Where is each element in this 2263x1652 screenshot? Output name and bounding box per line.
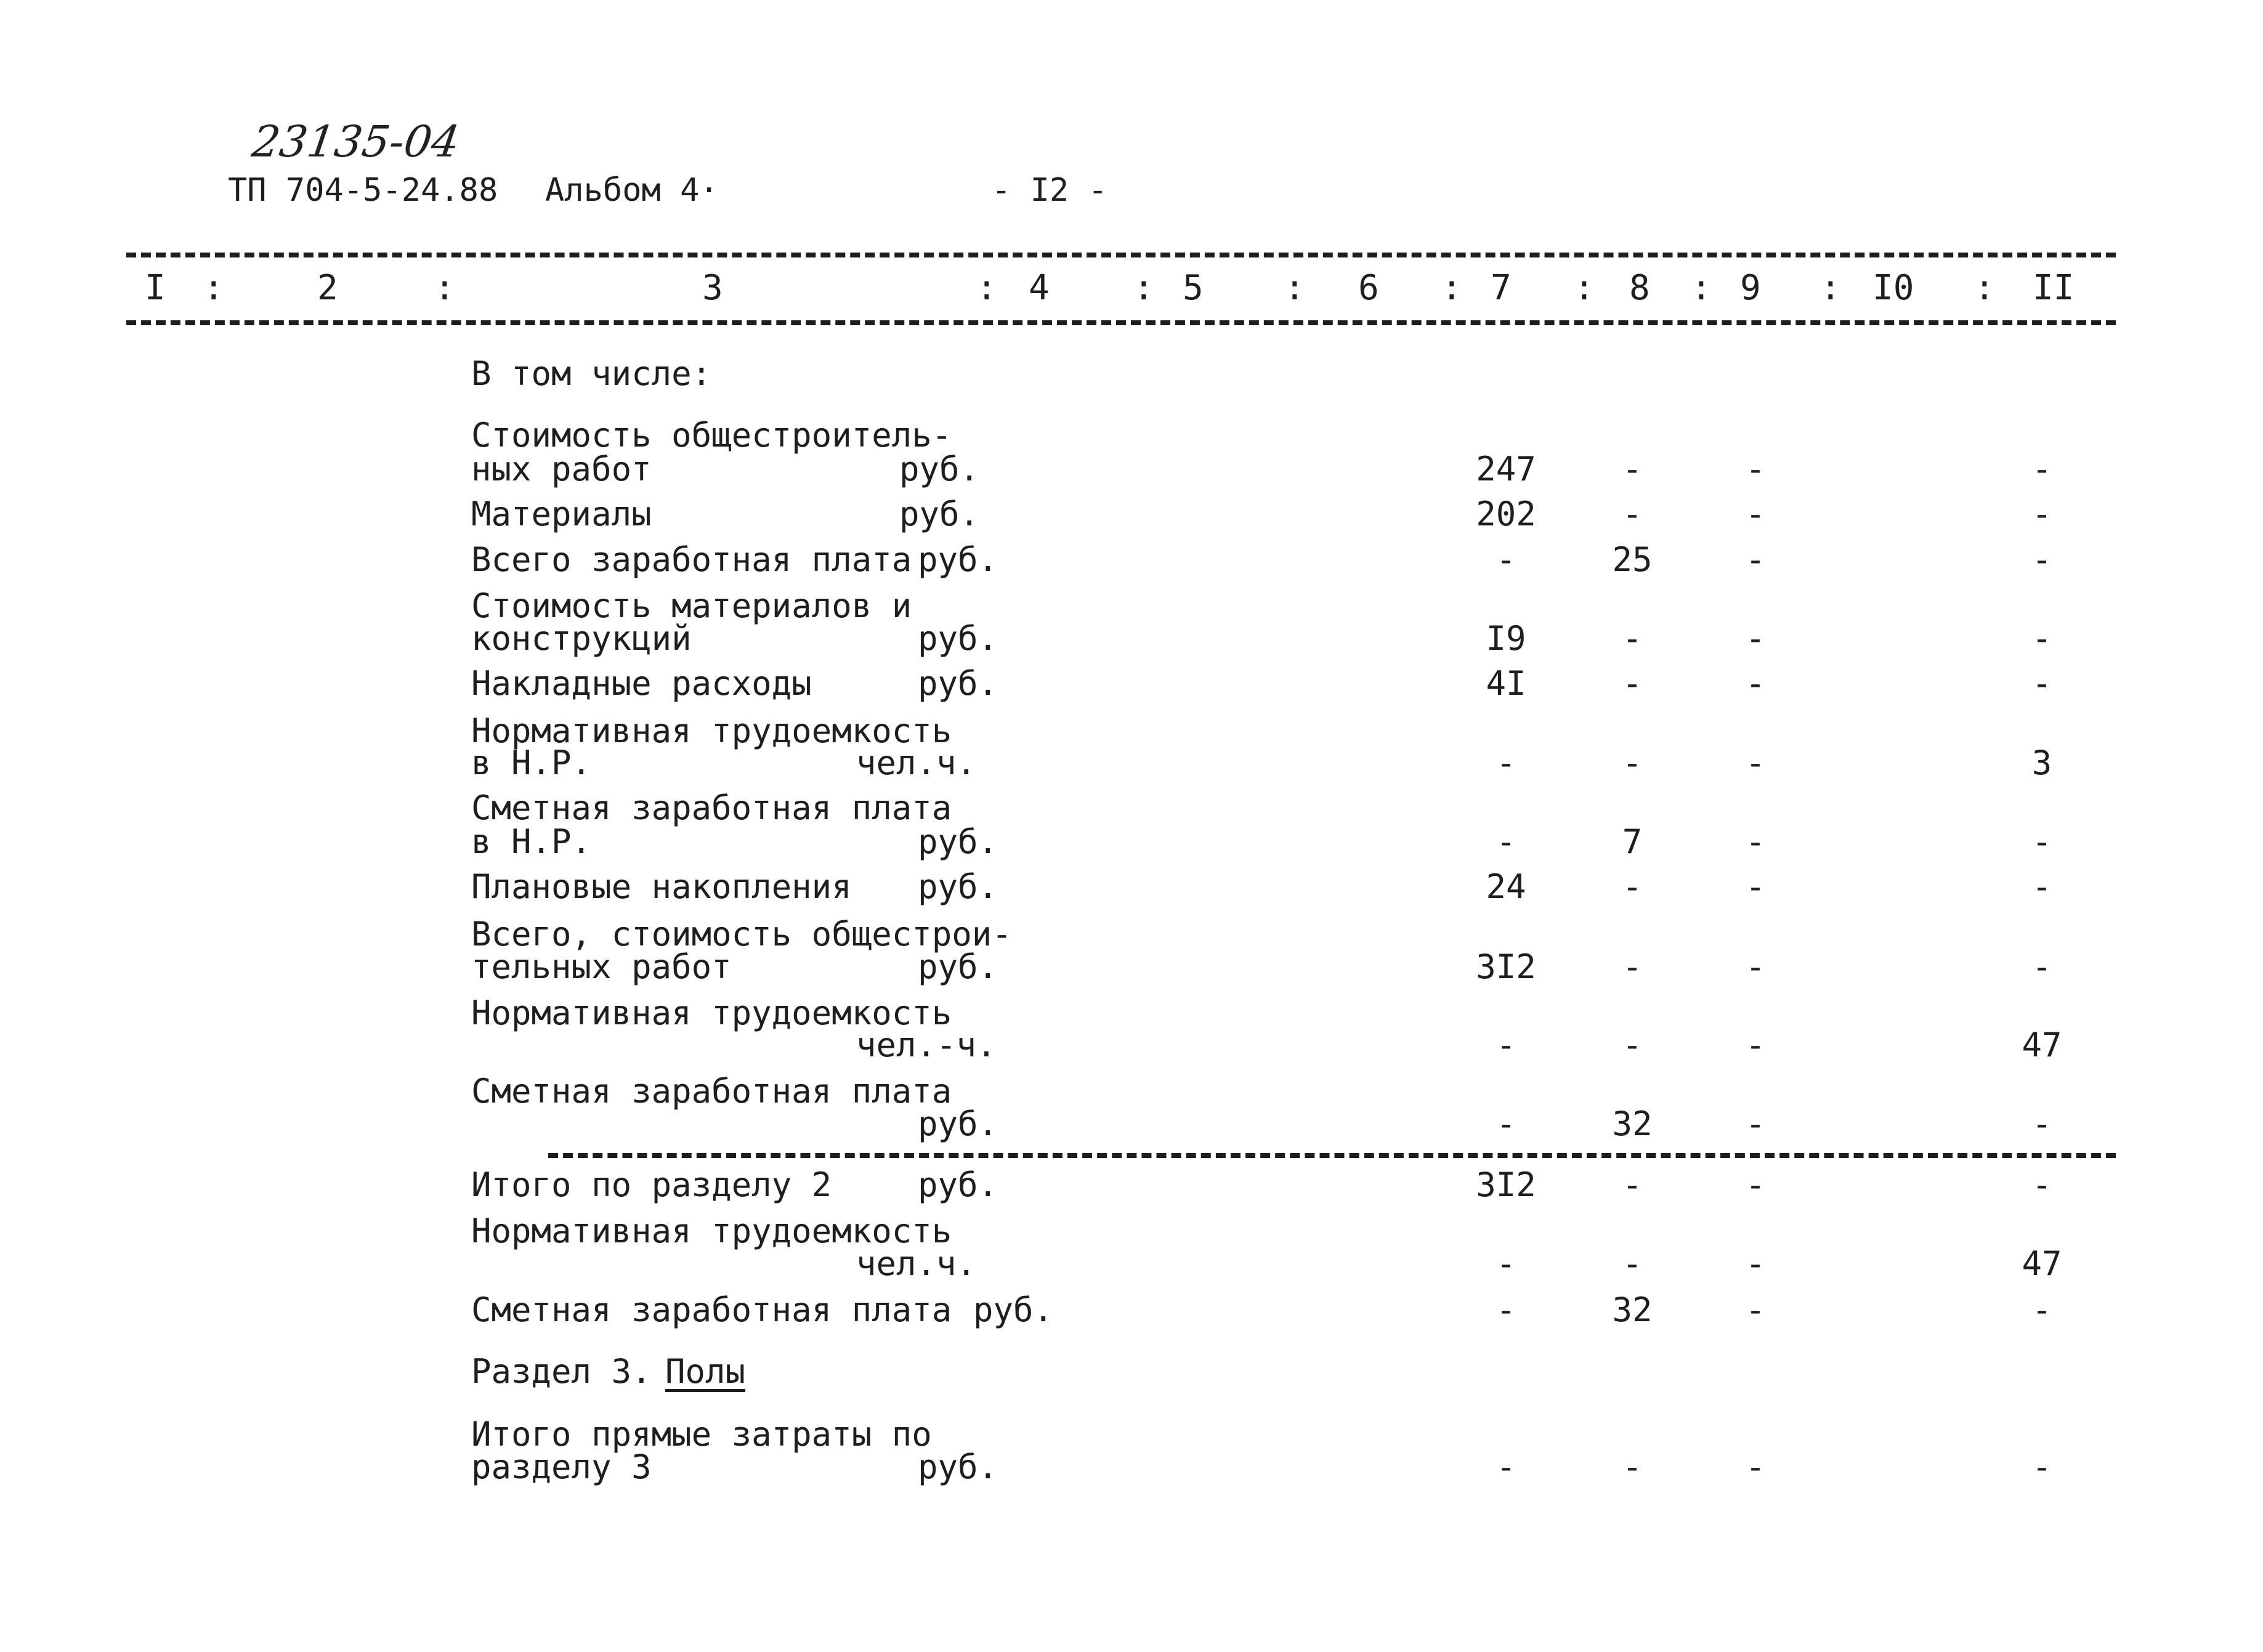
cell-col8: - bbox=[1622, 743, 1643, 782]
cell-col7: - bbox=[1496, 1244, 1516, 1283]
section3-prefix: Раздел 3. bbox=[471, 1352, 652, 1391]
col-header-3: 3 bbox=[702, 268, 723, 308]
album-label: Альбом 4· bbox=[545, 172, 719, 209]
row-unit: руб. bbox=[918, 947, 998, 986]
row-unit: руб. bbox=[899, 495, 980, 533]
header-bottom-rule bbox=[126, 320, 2116, 325]
page-number: - I2 - bbox=[992, 172, 1107, 209]
cell-col7: - bbox=[1496, 540, 1516, 579]
col-separator: : bbox=[1133, 268, 1154, 308]
total-label: Нормативная трудоемкость bbox=[471, 1212, 952, 1250]
cell-col9: - bbox=[1745, 1026, 1766, 1064]
cell-col9: - bbox=[1745, 743, 1766, 782]
row-unit: чел.-ч. bbox=[856, 1026, 997, 1064]
row-label: Сметная заработная плата bbox=[471, 1072, 952, 1111]
row-unit: руб. bbox=[899, 450, 980, 488]
cell-col8: - bbox=[1622, 495, 1643, 533]
cell-col11: - bbox=[2031, 1104, 2052, 1143]
row-label: Стоимость общестроитель- bbox=[471, 416, 952, 455]
row-label-cont: в Н.Р. bbox=[471, 743, 592, 782]
cell-col9: - bbox=[1745, 664, 1766, 703]
row-label: Всего заработная плата bbox=[471, 540, 912, 579]
cell-col8: 32 bbox=[1612, 1290, 1653, 1329]
cell-col9: - bbox=[1745, 867, 1766, 906]
cell-col7: - bbox=[1496, 743, 1516, 782]
cell-col8: 25 bbox=[1612, 540, 1653, 579]
handwritten-inventory-number: 23135-04 bbox=[249, 116, 463, 167]
col-separator: : bbox=[1691, 268, 1712, 308]
cell-col11: - bbox=[2031, 664, 2052, 703]
section3-row-label-cont: разделу 3 bbox=[471, 1448, 652, 1486]
row-label: Нормативная трудоемкость bbox=[471, 994, 952, 1032]
cell-col8: 32 bbox=[1612, 1104, 1653, 1143]
col-separator: : bbox=[434, 268, 455, 308]
total-unit: руб. bbox=[918, 1165, 998, 1204]
row-unit: руб. bbox=[918, 664, 998, 703]
cell-col11: - bbox=[2031, 822, 2052, 861]
total-label: Итого по разделу 2 bbox=[471, 1165, 832, 1204]
row-label: Плановые накопления bbox=[471, 867, 852, 906]
cell-col11: 47 bbox=[2022, 1026, 2062, 1064]
cell-col11: - bbox=[2031, 619, 2052, 658]
section3-row-unit: руб. bbox=[918, 1448, 998, 1486]
col-header-10: I0 bbox=[1872, 268, 1914, 308]
cell-col9: - bbox=[1745, 1104, 1766, 1143]
col-separator: : bbox=[203, 268, 224, 308]
document-code: ТП 704-5-24.88 bbox=[228, 172, 498, 209]
cell-col11: - bbox=[2031, 450, 2052, 488]
header-top-rule bbox=[126, 253, 2116, 257]
col-separator: : bbox=[1284, 268, 1305, 308]
cell-col9: - bbox=[1745, 1244, 1766, 1283]
col-header-11: II bbox=[2033, 268, 2075, 308]
col-header-5: 5 bbox=[1183, 268, 1204, 308]
row-unit: руб. bbox=[918, 619, 998, 658]
cell-col9: - bbox=[1745, 1448, 1766, 1486]
row-unit: руб. bbox=[918, 1104, 998, 1143]
cell-col9: - bbox=[1745, 947, 1766, 986]
col-separator: : bbox=[1574, 268, 1595, 308]
cell-col8: - bbox=[1622, 947, 1643, 986]
cell-col11: - bbox=[2031, 540, 2052, 579]
cell-col11: - bbox=[2031, 947, 2052, 986]
cell-col11: - bbox=[2031, 1165, 2052, 1204]
cell-col9: - bbox=[1745, 450, 1766, 488]
cell-col11: 3 bbox=[2031, 743, 2052, 782]
cell-col11: - bbox=[2031, 495, 2052, 533]
col-separator: : bbox=[1441, 268, 1462, 308]
cell-col9: - bbox=[1745, 495, 1766, 533]
cell-col9: - bbox=[1745, 540, 1766, 579]
cell-col7: 247 bbox=[1476, 450, 1536, 488]
col-header-7: 7 bbox=[1491, 268, 1512, 308]
row-label: Накладные расходы bbox=[471, 664, 812, 703]
row-unit: руб. bbox=[918, 822, 998, 861]
col-header-6: 6 bbox=[1358, 268, 1379, 308]
col-header-1: I bbox=[145, 268, 166, 308]
cell-col8: - bbox=[1622, 450, 1643, 488]
row-label: Всего, стоимость общестрои- bbox=[471, 915, 1012, 954]
cell-col7: 4I bbox=[1486, 664, 1526, 703]
col-header-8: 8 bbox=[1629, 268, 1650, 308]
cell-col8: - bbox=[1622, 1448, 1643, 1486]
cell-col11: - bbox=[2031, 867, 2052, 906]
cell-col7: - bbox=[1496, 1290, 1516, 1329]
cell-col8: - bbox=[1622, 867, 1643, 906]
section-intro: В том числе: bbox=[471, 354, 712, 393]
col-separator: : bbox=[1974, 268, 1995, 308]
row-unit: руб. bbox=[918, 540, 998, 579]
section3-row-label: Итого прямые затраты по bbox=[471, 1415, 932, 1454]
cell-col8: - bbox=[1622, 619, 1643, 658]
cell-col7: - bbox=[1496, 1104, 1516, 1143]
row-label: Стоимость материалов и bbox=[471, 586, 912, 625]
totals-divider bbox=[548, 1153, 2116, 1158]
row-label: Материалы bbox=[471, 495, 652, 533]
cell-col7: I9 bbox=[1486, 619, 1526, 658]
col-separator: : bbox=[1820, 268, 1841, 308]
cell-col8: - bbox=[1622, 1026, 1643, 1064]
total-unit: чел.ч. bbox=[856, 1244, 977, 1283]
row-unit: руб. bbox=[918, 867, 998, 906]
cell-col7: 3I2 bbox=[1476, 1165, 1536, 1204]
col-header-9: 9 bbox=[1740, 268, 1761, 308]
col-header-4: 4 bbox=[1029, 268, 1050, 308]
col-header-2: 2 bbox=[317, 268, 338, 308]
cell-col11: 47 bbox=[2022, 1244, 2062, 1283]
cell-col8: - bbox=[1622, 1244, 1643, 1283]
cell-col9: - bbox=[1745, 1165, 1766, 1204]
cell-col9: - bbox=[1745, 619, 1766, 658]
row-label-cont: тельных работ bbox=[471, 947, 732, 986]
cell-col7: - bbox=[1496, 1448, 1516, 1486]
total-label: Сметная заработная плата bbox=[471, 1290, 952, 1329]
cell-col7: 3I2 bbox=[1476, 947, 1536, 986]
row-label-cont: конструкций bbox=[471, 619, 692, 658]
cell-col11: - bbox=[2031, 1448, 2052, 1486]
cell-col9: - bbox=[1745, 822, 1766, 861]
cell-col8: - bbox=[1622, 1165, 1643, 1204]
row-label-cont: ных работ bbox=[471, 450, 652, 488]
row-label: Нормативная трудоемкость bbox=[471, 711, 952, 750]
cell-col7: 202 bbox=[1476, 495, 1536, 533]
section3-title: Полы bbox=[665, 1352, 746, 1391]
cell-col9: - bbox=[1745, 1290, 1766, 1329]
cell-col11: - bbox=[2031, 1290, 2052, 1329]
cell-col7: 24 bbox=[1486, 867, 1526, 906]
cell-col7: - bbox=[1496, 1026, 1516, 1064]
row-unit: чел.ч. bbox=[856, 743, 977, 782]
row-label: Сметная заработная плата bbox=[471, 788, 952, 827]
cell-col8: - bbox=[1622, 664, 1643, 703]
col-separator: : bbox=[976, 268, 997, 308]
cell-col7: - bbox=[1496, 822, 1516, 861]
cell-col8: 7 bbox=[1622, 822, 1643, 861]
row-label-cont: в Н.Р. bbox=[471, 822, 592, 861]
total-unit: руб. bbox=[973, 1290, 1054, 1329]
